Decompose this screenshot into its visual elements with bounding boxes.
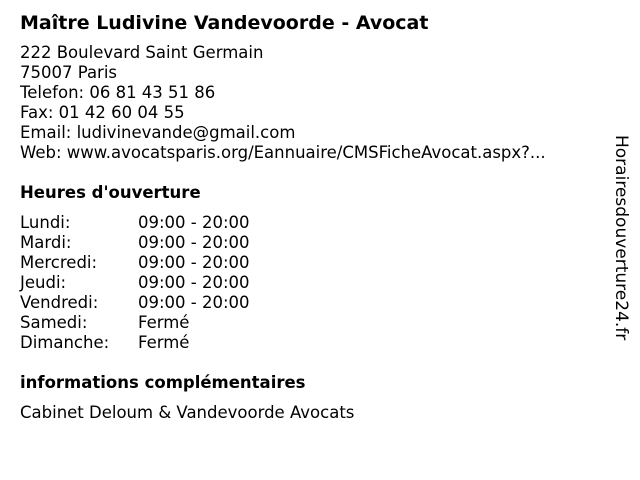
hours-heading: Heures d'ouverture — [20, 183, 201, 202]
site-watermark: Horairesdouverture24.fr — [611, 135, 631, 341]
day-hours: Fermé — [138, 313, 190, 332]
day-label: Vendredi: — [20, 293, 99, 312]
phone-number: Telefon: 06 81 43 51 86 — [20, 83, 216, 102]
hours-row — [20, 213, 250, 233]
extra-info-heading: informations complémentaires — [20, 373, 306, 392]
hours-row — [20, 313, 250, 333]
day-label: Mardi: — [20, 233, 72, 252]
hours-row — [20, 293, 250, 313]
day-label: Samedi: — [20, 313, 88, 332]
day-hours: 09:00 - 20:00 — [138, 253, 250, 272]
contact-block — [20, 43, 546, 163]
address-street: 222 Boulevard Saint Germain — [20, 43, 264, 62]
day-hours: Fermé — [138, 333, 190, 352]
hours-row — [20, 233, 250, 253]
extra-info-text: Cabinet Deloum & Vandevoorde Avocats — [20, 403, 355, 422]
day-hours: 09:00 - 20:00 — [138, 273, 250, 292]
day-hours: 09:00 - 20:00 — [138, 213, 250, 232]
day-label: Mercredi: — [20, 253, 98, 272]
day-hours: 09:00 - 20:00 — [138, 233, 250, 252]
hours-row — [20, 253, 250, 273]
day-label: Jeudi: — [20, 273, 67, 292]
website-link[interactable]: Web: www.avocatsparis.org/Eannuaire/CMSFicheAvocat.aspx?... — [20, 143, 546, 162]
fax-number: Fax: 01 42 60 04 55 — [20, 103, 185, 122]
opening-hours-list — [20, 213, 250, 353]
page-title: Maître Ludivine Vandevoorde - Avocat — [20, 12, 429, 34]
day-hours: 09:00 - 20:00 — [138, 293, 250, 312]
hours-row — [20, 333, 250, 353]
email-address: Email: ludivinevande@gmail.com — [20, 123, 296, 142]
day-label: Dimanche: — [20, 333, 110, 352]
hours-row — [20, 273, 250, 293]
address-city: 75007 Paris — [20, 63, 118, 82]
day-label: Lundi: — [20, 213, 71, 232]
